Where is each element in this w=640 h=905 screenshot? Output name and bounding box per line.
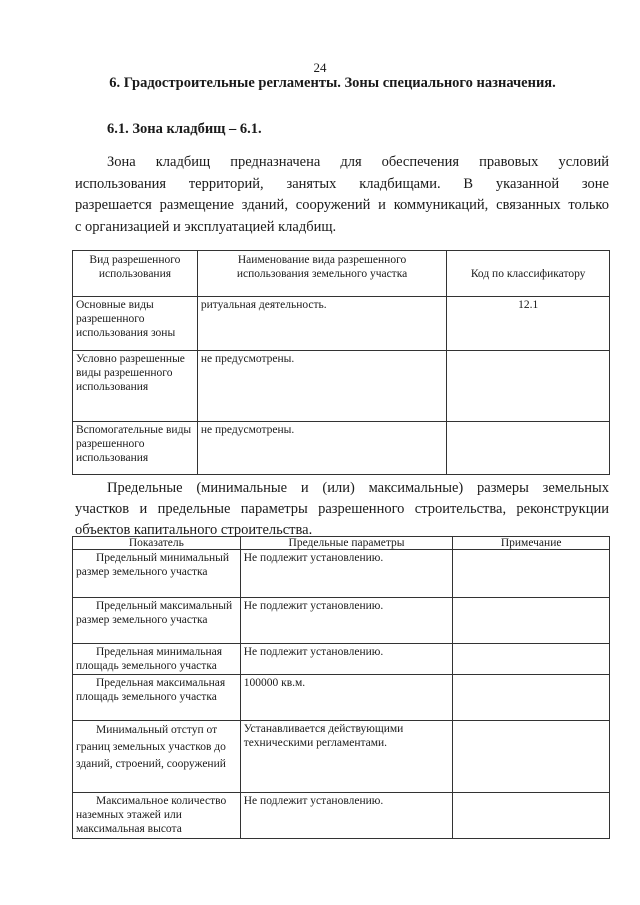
use-kind-cell: Условно разрешенные виды разрешенного использования	[73, 351, 198, 422]
indicator-cell: Максимальное количество наземных этажей или максимальная высота	[73, 793, 241, 839]
value-cell: 100000 кв.м.	[240, 675, 453, 721]
note-cell	[453, 793, 610, 839]
column-header: Код по классификатору	[447, 251, 610, 297]
value-cell: Не подлежит установлению.	[240, 550, 453, 598]
intro-line: разрешается размещение зданий, сооружений и коммуникаций, связанных только	[75, 197, 609, 213]
use-code-cell	[447, 351, 610, 422]
column-header: Примечание	[453, 537, 610, 550]
column-header: Показатель	[73, 537, 241, 550]
use-code-cell: 12.1	[447, 297, 610, 351]
permitted-use-table	[72, 250, 610, 475]
subsection-heading: 6.1. Зона кладбищ – 6.1.	[107, 121, 262, 137]
indicator-cell: Предельный максимальный размер земельного участка	[73, 598, 241, 644]
note-cell	[453, 550, 610, 598]
table-row	[73, 422, 610, 475]
use-code-cell	[447, 422, 610, 475]
table-row	[73, 550, 610, 598]
column-header: Вид разрешенного использования	[73, 251, 198, 297]
table-row	[73, 721, 610, 793]
table-row	[73, 675, 610, 721]
intro-line: Зона кладбищ предназначена для обеспечения правовых условий	[107, 154, 609, 170]
value-cell: Не подлежит установлению.	[240, 793, 453, 839]
page-number: 24	[313, 60, 327, 75]
intro-paragraph	[75, 152, 609, 238]
use-name-cell: не предусмотрены.	[197, 351, 446, 422]
value-cell: Устанавливается действующими техническими регламентами.	[240, 721, 453, 793]
value-cell: Не подлежит установлению.	[240, 644, 453, 675]
limits-intro-line: Предельные (минимальные и (или) максимальные) размеры земельных	[107, 480, 609, 496]
section-heading: 6. Градостроительные регламенты. Зоны специального назначения.	[109, 75, 556, 91]
table-row	[73, 598, 610, 644]
limits-intro-line: объектов капитального строительства.	[75, 522, 313, 538]
note-cell	[453, 675, 610, 721]
note-cell	[453, 721, 610, 793]
indicator-cell: Предельная минимальная площадь земельного участка	[73, 644, 241, 675]
use-kind-cell: Вспомогательные виды разрешенного использования	[73, 422, 198, 475]
table-row	[73, 351, 610, 422]
limits-intro-line: участков и предельные параметры разрешенного строительства, реконструкции	[75, 501, 609, 517]
use-name-cell: не предусмотрены.	[197, 422, 446, 475]
note-cell	[453, 598, 610, 644]
table-header-row	[73, 251, 610, 297]
indicator-cell: Предельный минимальный размер земельного участка	[73, 550, 241, 598]
column-header: Наименование вида разрешенного использования земельного участка	[197, 251, 446, 297]
use-kind-cell: Основные виды разрешенного использования зоны	[73, 297, 198, 351]
note-cell	[453, 644, 610, 675]
intro-line: с организацией и эксплуатацией кладбищ.	[75, 218, 337, 235]
column-header: Предельные параметры	[240, 537, 453, 550]
use-name-cell: ритуальная деятельность.	[197, 297, 446, 351]
table-row	[73, 644, 610, 675]
table-row	[73, 297, 610, 351]
indicator-cell: Предельная максимальная площадь земельного участка	[73, 675, 241, 721]
limits-table	[72, 536, 610, 839]
table-row	[73, 793, 610, 839]
value-cell: Не подлежит установлению.	[240, 598, 453, 644]
indicator-cell: Минимальный отступ от границ земельных участков до зданий, строений, сооружений	[73, 721, 241, 793]
table-header-row	[73, 537, 610, 550]
intro-line: использования территорий, занятых кладбищами. В указанной зоне	[75, 175, 609, 192]
limits-intro-paragraph	[75, 478, 609, 541]
